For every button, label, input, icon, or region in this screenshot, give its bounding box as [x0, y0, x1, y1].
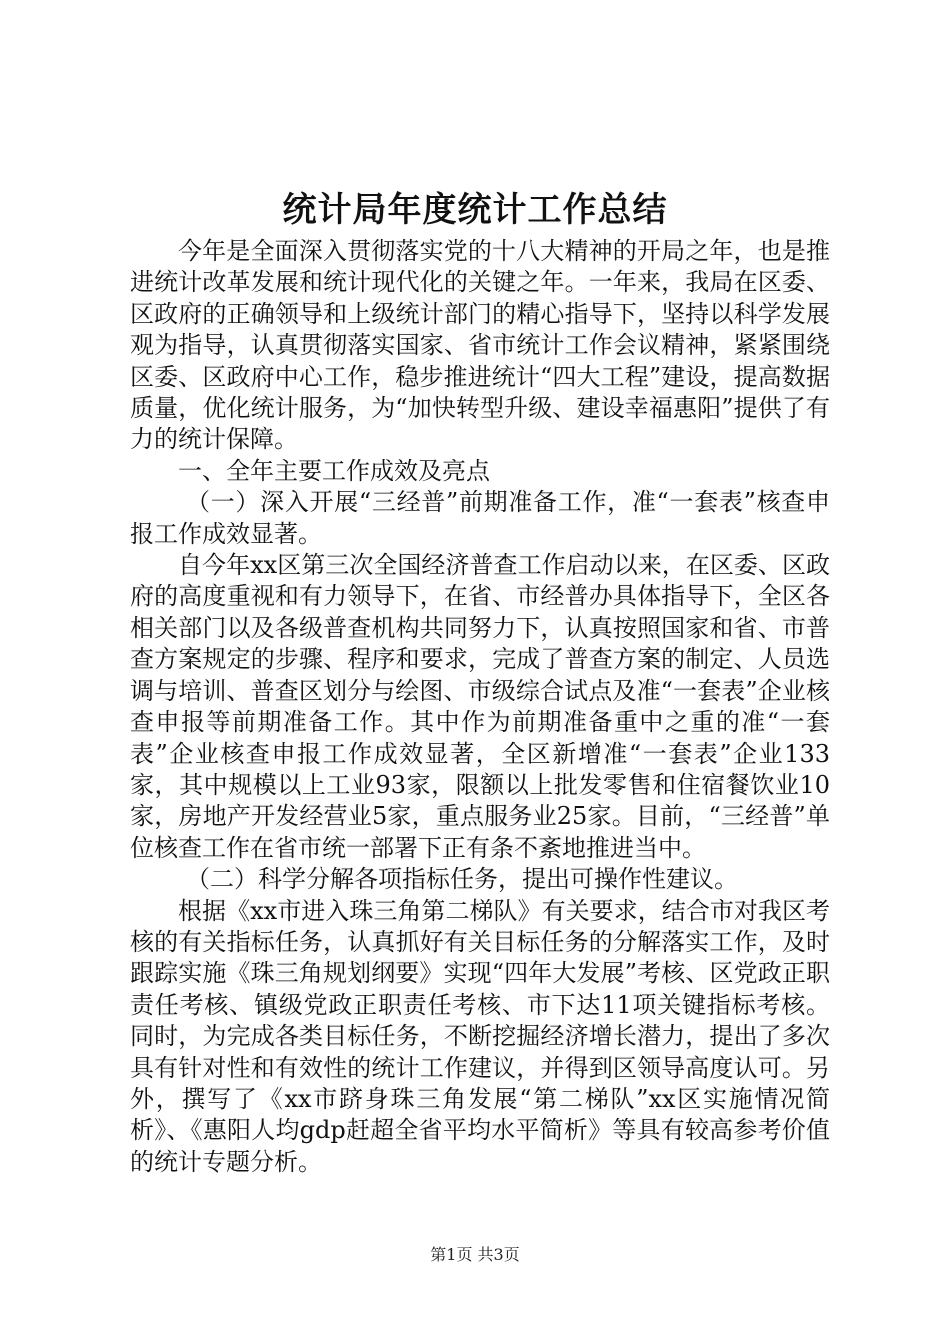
page-footer: 第1页 共3页	[430, 1245, 520, 1264]
document-title: 统计局年度统计工作总结	[282, 190, 668, 230]
paragraph-intro: 今年是全面深入贯彻落实党的十八大精神的开局之年，也是推进统计改革发展和统计现代化的关键之年。一年来，我局在区委、区政府的正确领导和上级统计部门的精心指导下，坚持以科学发展观为指导，认真贯彻落实国家、省市统计工作会议精神，紧紧围绕区委、区政府中心工作，稳步推进统计“四大工程”建设，提高数据质量，优化统计服务，为“加快转型升级、建设幸福惠阳”提供了有力的统计保障。	[130, 237, 830, 454]
section-heading-1: 一、全年主要工作成效及亮点	[178, 456, 490, 485]
subsection-heading-1: （一）深入开展“三经普”前期准备工作，准“一套表”核查申报工作成效显著。	[130, 488, 830, 548]
paragraph-census: 自今年xx区第三次全国经济普查工作启动以来，在区委、区政府的高度重视和有力领导下，在省、市经普办具体指导下，全区各相关部门以及各级普查机构共同努力下，认真按照国家和省、市普查方案规定的步骤、程序和要求，完成了普查方案的制定、人员选调与培训、普查区划分与绘图、市级综合试点及准“一套表”企业核查申报等前期准备工作。其中作为前期准备重中之重的准“一套表”企业核查申报工作成效显著，全区新增准“一套表”企业133家，其中规模以上工业93家，限额以上批发零售和住宿餐饮业10家，房地产开发经营业5家，重点服务业25家。目前，“三经普”单位核查工作在省市统一部署下正有条不紊地推进当中。	[130, 551, 830, 862]
subsection-heading-2: （二）科学分解各项指标任务，提出可操作性建议。	[186, 865, 738, 894]
document-body	[130, 236, 830, 1178]
paragraph-targets: 根据《xx市进入珠三角第二梯队》有关要求，结合市对我区考核的有关指标任务，认真抓好有关目标任务的分解落实工作，及时跟踪实施《珠三角规划纲要》实现“四年大发展”考核、区党政正职责任考核、镇级党政正职责任考核、市下达11项关键指标考核。同时，为完成各类目标任务，不断挖掘经济增长潜力，提出了多次具有针对性和有效性的统计工作建议，并得到区领导高度认可。另外，撰写了《xx市跻身珠三角发展“第二梯队”xx区实施情况简析》、《惠阳人均gdp赶超全省平均水平简析》等具有较高参考价值的统计专题分析。	[130, 896, 830, 1176]
